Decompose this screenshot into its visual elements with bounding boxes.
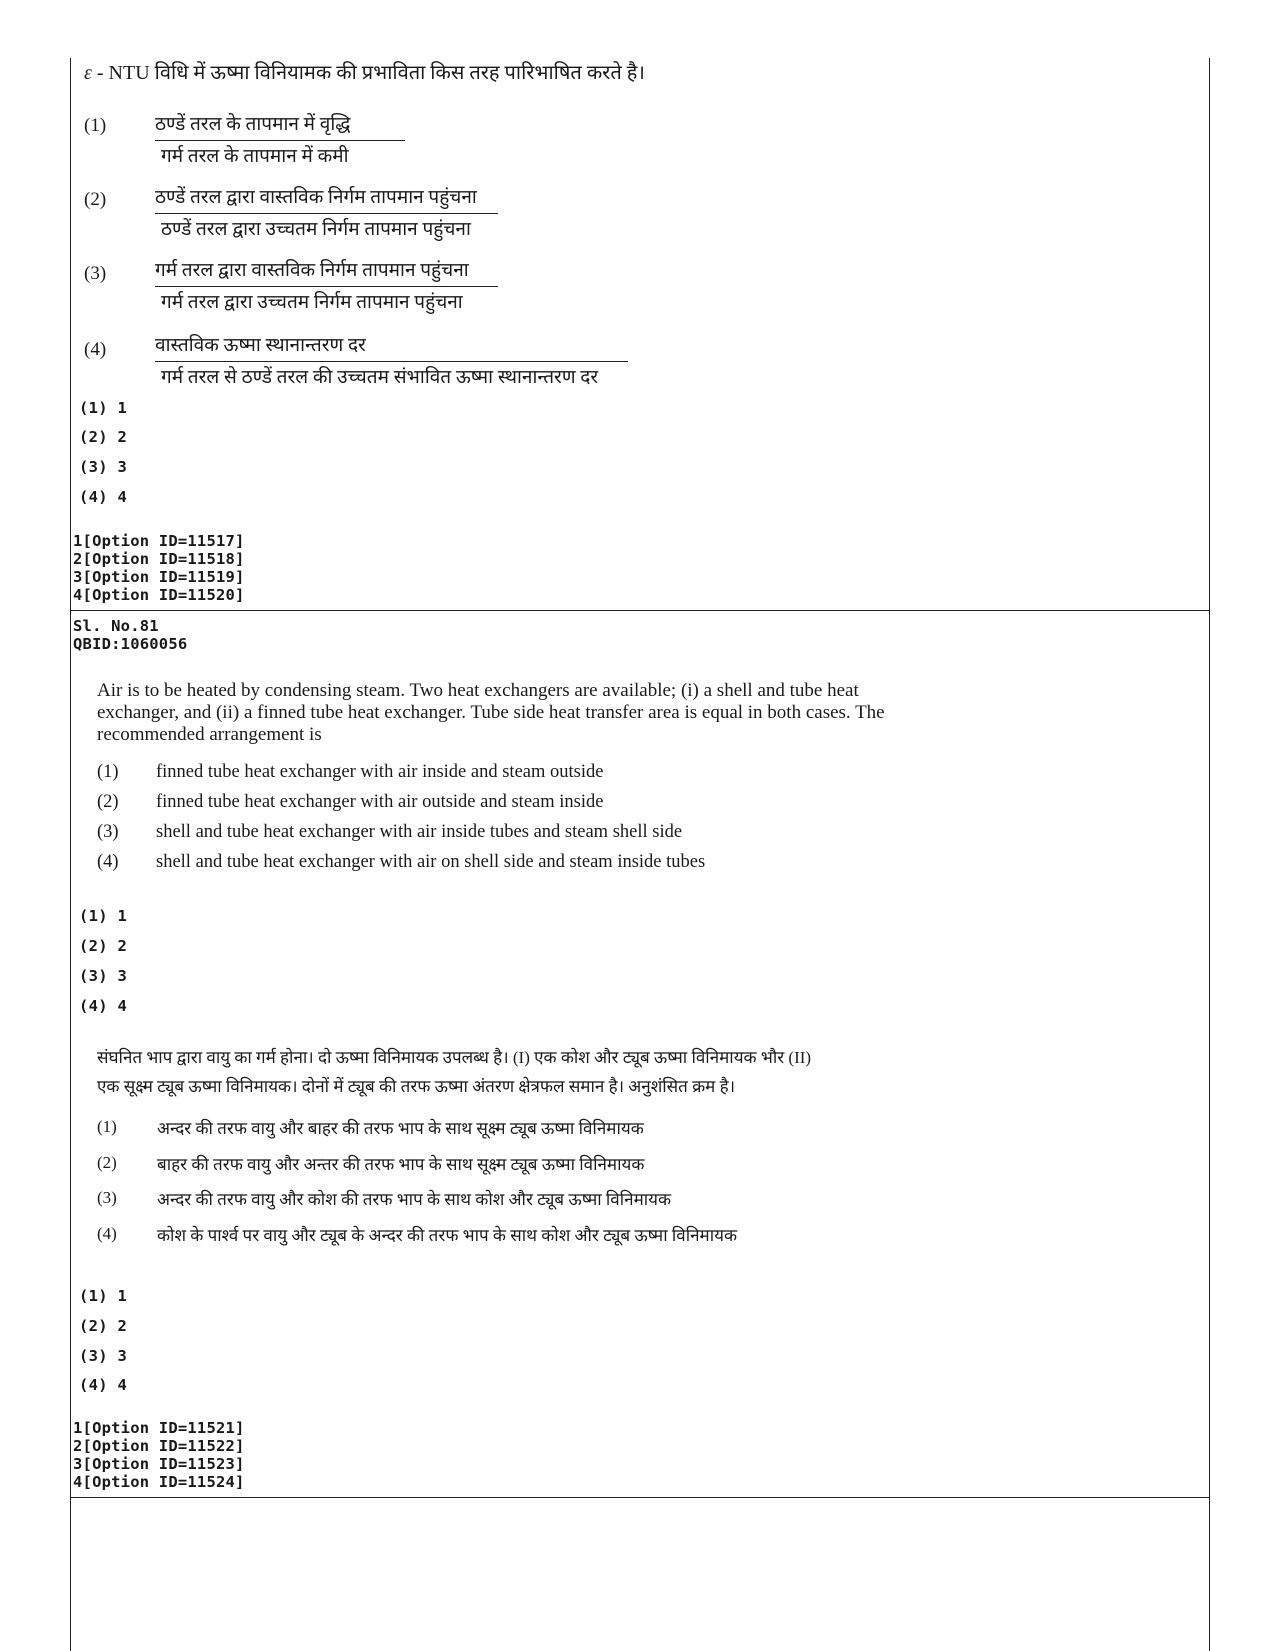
q81-option-text: अन्दर की तरफ वायु और बाहर की तरफ भाप के साथ सूक्ष्म ट्यूब ऊष्मा विनिमायक <box>157 1119 644 1138</box>
q81-option-number: (1) <box>97 762 119 782</box>
option-id: 1[Option ID=11517] <box>73 532 245 550</box>
option-id: 2[Option ID=11522] <box>73 1437 245 1455</box>
q80-option-number: (2) <box>84 189 107 210</box>
answer-choice[interactable]: (1) 1 <box>79 399 128 417</box>
q80-option-fraction <box>155 113 405 169</box>
stem-line: संघनित भाप द्वारा वायु का गर्म होना। दो ऊष्मा विनिमायक उपलब्ध है। (I) एक कोश और ट्यूब ऊष्मा विनिमायक भौर (II) <box>97 1048 812 1067</box>
answer-choice[interactable]: (4) 4 <box>79 488 128 506</box>
q81-option-text: कोश के पार्श्व पर वायु और ट्यूब के अन्दर की तरफ भाप के साथ कोश और ट्यूब ऊष्मा विनिमायक <box>157 1226 738 1245</box>
option-id-list <box>73 532 245 604</box>
q80-option-fraction <box>155 259 498 315</box>
q80-option-number: (4) <box>84 339 107 360</box>
q81-option-number: (2) <box>97 1153 117 1172</box>
question-divider <box>70 610 1210 611</box>
epsilon-symbol: ε <box>84 62 92 84</box>
question-bank-id: QBID:1060056 <box>73 635 188 653</box>
q80-stem <box>84 62 645 84</box>
q80-stem-text: - NTU विधि में ऊष्मा विनियामक की प्रभाविता किस तरह पारिभाषित करते है। <box>91 62 645 84</box>
q81-option-number: (3) <box>97 1188 117 1207</box>
answer-choice[interactable]: (3) 3 <box>79 1347 128 1365</box>
option-id: 4[Option ID=11524] <box>73 1473 245 1491</box>
q81-option-number: (3) <box>97 822 119 842</box>
answer-choice[interactable]: (4) 4 <box>79 997 128 1015</box>
fraction-denominator: गर्म तरल द्वारा उच्चतम निर्गम तापमान पहुंचना <box>161 292 463 313</box>
answer-choice[interactable]: (3) 3 <box>79 967 128 985</box>
q81-option-text: अन्दर की तरफ वायु और कोश की तरफ भाप के साथ कोश और ट्यूब ऊष्मा विनिमायक <box>157 1190 672 1209</box>
q81-stem-hindi <box>97 1043 811 1101</box>
fraction-numerator: ठण्डें तरल द्वारा वास्तविक निर्गम तापमान पहुंचना <box>155 186 498 214</box>
fraction-denominator: गर्म तरल से ठण्डें तरल की उच्चतम संभावित ऊष्मा स्थानान्तरण दर <box>161 367 599 388</box>
option-id-list <box>73 1419 245 1491</box>
fraction-denominator: ठण्डें तरल द्वारा उच्चतम निर्गम तापमान पहुंचना <box>161 219 471 240</box>
q81-option-text: बाहर की तरफ वायु और अन्तर की तरफ भाप के साथ सूक्ष्म ट्यूब ऊष्मा विनिमायक <box>157 1155 645 1174</box>
q81-option-text: shell and tube heat exchanger with air on shell side and steam inside tubes <box>156 852 706 872</box>
q80-option-number: (3) <box>84 263 107 284</box>
q81-option-text: finned tube heat exchanger with air inside and steam outside <box>156 762 604 782</box>
q81-option-text: finned tube heat exchanger with air outside and steam inside <box>156 792 604 812</box>
q81-option-number: (4) <box>97 852 119 872</box>
q81-option-number: (1) <box>97 1117 117 1136</box>
option-id: 2[Option ID=11518] <box>73 550 245 568</box>
q80-option-number: (1) <box>84 115 107 136</box>
q81-stem-english: Air is to be heated by condensing steam. Two heat exchangers are available; (i) a shell and tube heat exchanger, and (ii) a finned tube heat exchanger. Tube side heat transfer area is equal in both cases. The recommended arrangement is <box>97 680 885 745</box>
option-id: 3[Option ID=11523] <box>73 1455 245 1473</box>
q80-option-fraction <box>155 334 628 390</box>
question-divider <box>70 1497 1210 1498</box>
fraction-numerator: ठण्डें तरल के तापमान में वृद्धि <box>155 113 405 141</box>
question-header <box>73 617 187 653</box>
q81-option-number: (4) <box>97 1224 117 1243</box>
option-id: 4[Option ID=11520] <box>73 586 245 604</box>
fraction-numerator: वास्तविक ऊष्मा स्थानान्तरण दर <box>155 334 628 362</box>
answer-choice[interactable]: (2) 2 <box>79 428 128 446</box>
answer-choice[interactable]: (1) 1 <box>79 907 128 925</box>
fraction-numerator: गर्म तरल द्वारा वास्तविक निर्गम तापमान पहुंचना <box>155 259 498 287</box>
serial-number: Sl. No.81 <box>73 617 159 635</box>
option-id: 1[Option ID=11521] <box>73 1419 245 1437</box>
answer-choice[interactable]: (2) 2 <box>79 937 128 955</box>
option-id: 3[Option ID=11519] <box>73 568 245 586</box>
q80-option-fraction <box>155 186 498 242</box>
answer-choice[interactable]: (4) 4 <box>79 1376 128 1394</box>
q81-option-text: shell and tube heat exchanger with air inside tubes and steam shell side <box>156 822 683 842</box>
answer-choice[interactable]: (3) 3 <box>79 458 128 476</box>
q81-option-number: (2) <box>97 792 119 812</box>
fraction-denominator: गर्म तरल के तापमान में कमी <box>161 146 349 167</box>
answer-choice[interactable]: (2) 2 <box>79 1317 128 1335</box>
answer-choice[interactable]: (1) 1 <box>79 1287 128 1305</box>
stem-line: एक सूक्ष्म ट्यूब ऊष्मा विनिमायक। दोनों में ट्यूब की तरफ ऊष्मा अंतरण क्षेत्रफल समान है। अनुशंसित क्रम है। <box>97 1077 736 1096</box>
